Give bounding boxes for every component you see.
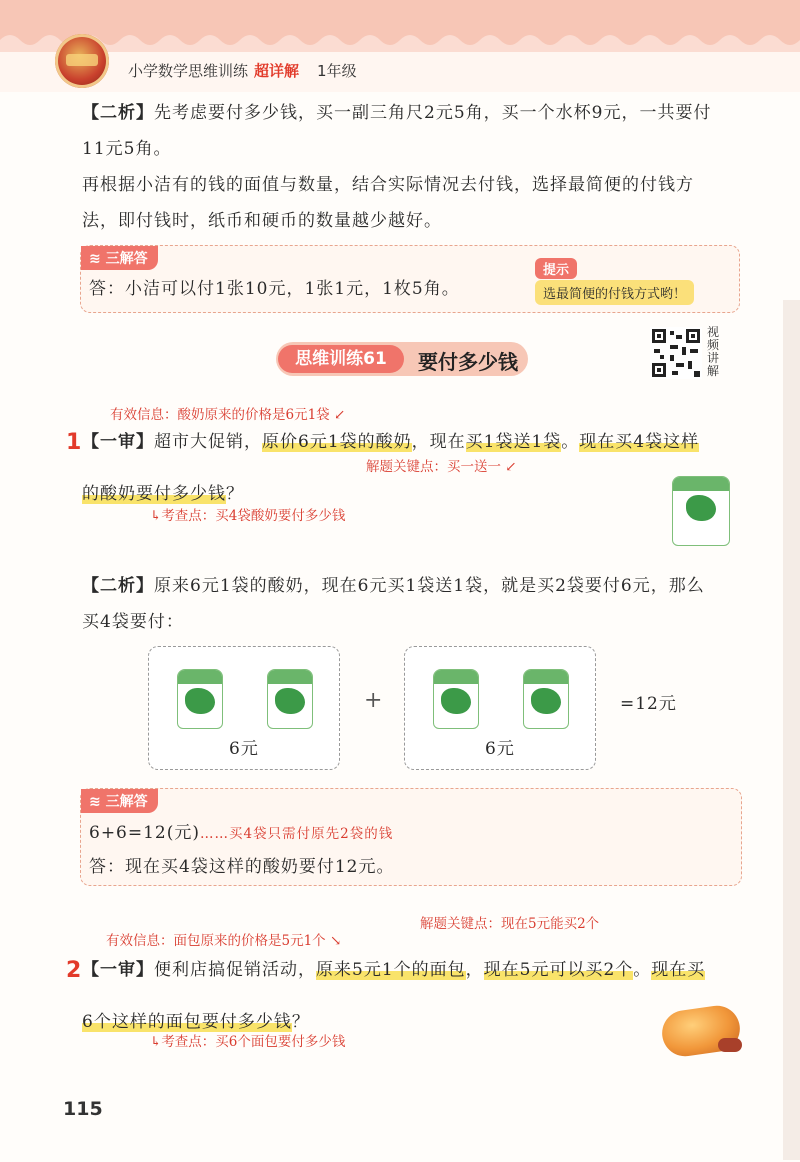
header-strip (0, 52, 800, 92)
q2-question-line1 (82, 952, 762, 988)
yogurt-group-box-1 (148, 646, 340, 770)
prev-answer-text: 答：小洁可以付1张10元，1张1元，1枚5角。 (89, 279, 460, 299)
q1-answer-text: 答：现在买4袋这样的酸奶要付12元。 (89, 857, 395, 877)
brand-logo (55, 34, 109, 88)
q1-analysis-line1: 原来6元1袋的酸奶，现在6元买1袋送1袋，就是买2袋要付6元，那么 (154, 576, 705, 596)
q1-text-b: ，现在 (411, 432, 466, 452)
bread-sausage (718, 1038, 742, 1052)
q2-tag: 【一审】 (82, 960, 154, 980)
yogurt-group-box-2 (404, 646, 596, 770)
q1-analysis-line2: 买4袋要付： (82, 612, 184, 632)
q1-analysis-tag: 【二析】 (82, 576, 154, 596)
q1-analysis (82, 568, 762, 640)
q2-highlight-4: 6个这样的面包要付多少钱 (82, 1012, 292, 1032)
q1-text-c: 。 (561, 432, 580, 452)
section-label: 思维训练61 (278, 345, 404, 373)
prev-analysis-tag: 【二析】 (82, 103, 154, 123)
q2-highlight-1: 原来5元1个的面包 (316, 960, 466, 980)
q1-answer-box (80, 788, 742, 886)
prev-analysis-line3: 再根据小洁有的钱的面值与数量，结合实际情况去付钱，选择最简便的付钱方 (82, 175, 694, 195)
q1-text-a: 超市大促销， (154, 432, 262, 452)
box1-price-label: 6元 (229, 739, 259, 759)
yogurt-pack-image (672, 476, 730, 546)
q2-text-b: ， (465, 960, 484, 980)
yogurt-pack-icon (523, 669, 569, 729)
prev-answer-tab: ≋ 三解答 (81, 246, 158, 270)
q2-info-note: 有效信息：面包原来的价格是5元1个 ↘ (106, 933, 342, 949)
q1-number: 1 (66, 430, 82, 455)
q1-highlight-1: 原价6元1袋的酸奶 (262, 432, 412, 452)
page-number: 115 (63, 1098, 103, 1120)
q2-key-note: 解题关键点：现在5元能买2个 (420, 916, 600, 932)
q2-number: 2 (66, 958, 82, 983)
q1-equation: 6+6=12(元) (89, 823, 201, 843)
q1-text-d: ？ (226, 484, 244, 504)
yogurt-pack-icon (267, 669, 313, 729)
q1-answer-tab: ≋ 三解答 (81, 789, 158, 813)
q1-highlight-3: 现在买4袋这样 (579, 432, 700, 452)
q1-equation-note: ……买4袋只需付原先2袋的钱 (200, 826, 394, 842)
q1-info-note: 有效信息：酸奶原来的价格是6元1袋 ↙ (110, 407, 346, 423)
tip-label: 提示 (535, 258, 577, 279)
q1-check-note: ↳考查点：买4袋酸奶要付多少钱 (150, 508, 346, 524)
qr-code-icon[interactable] (650, 327, 702, 379)
q2-text-d: ？ (291, 1012, 310, 1032)
qr-side-label: 视频讲解 (707, 325, 720, 378)
series-highlight: 超详解 (254, 62, 300, 80)
q2-text-a: 便利店搞促销活动， (154, 960, 316, 980)
q2-text-c: 。 (633, 960, 652, 980)
q2-highlight-3: 现在买 (651, 960, 706, 980)
grade-label: 1年级 (317, 62, 357, 80)
q1-key-note: 解题关键点：买一送一 ↙ (366, 459, 517, 475)
header-title (128, 60, 357, 81)
page-edge-bar (783, 300, 800, 1160)
series-title: 小学数学思维训练 (128, 62, 249, 80)
prev-analysis (82, 95, 762, 239)
q1-answer-equation (89, 815, 393, 852)
header-wave (0, 0, 800, 46)
prev-answer-box (80, 245, 740, 313)
qr-pattern (650, 327, 702, 379)
q1-highlight-2: 买1袋送1袋 (465, 432, 562, 452)
q1-result: =12元 (620, 694, 677, 714)
yogurt-pack-icon (177, 669, 223, 729)
yogurt-pack-icon (433, 669, 479, 729)
tip-text: 选最简便的付钱方式哟！ (535, 280, 694, 305)
prev-analysis-line2: 11元5角。 (82, 139, 172, 159)
plus-sign: + (364, 688, 383, 713)
q1-highlight-4: 的酸奶要付多少钱 (82, 484, 226, 504)
prev-analysis-line1: 先考虑要付多少钱，买一副三角尺2元5角，买一个水杯9元，一共要付 (154, 103, 712, 123)
box2-price-label: 6元 (485, 739, 515, 759)
q1-tag: 【一审】 (82, 432, 154, 452)
q2-highlight-2: 现在5元可以买2个 (483, 960, 634, 980)
q2-check-note: ↳考查点：买6个面包要付多少钱 (150, 1034, 346, 1050)
prev-analysis-line4: 法，即付钱时，纸币和硬币的数量越少越好。 (82, 211, 442, 231)
section-title: 要付多少钱 (418, 350, 518, 374)
